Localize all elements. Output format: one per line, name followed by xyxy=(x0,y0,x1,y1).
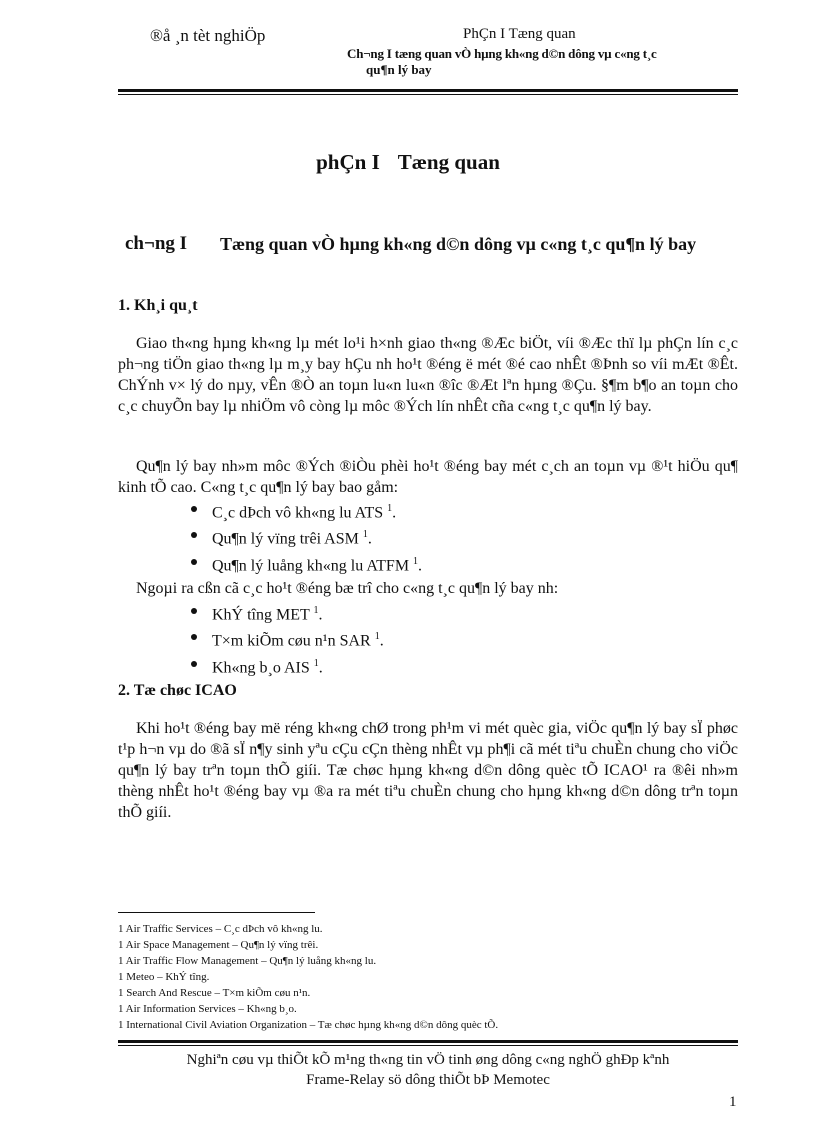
paragraph-text: Qu¶n lý bay nh»m môc ®Ých ®iÒu phèi ho¹t ®éng bay mét c¸ch an toµn vµ ®¹t hiÖu qu¶ kinh tÕ cao. C«ng t¸c qu¶n lý bay bao gåm: xyxy=(118,458,738,496)
list-item: Qu¶n lý vïng trêi ASM $^1$. xyxy=(188,524,422,550)
footer-rule-thick xyxy=(118,1040,738,1043)
bullet-icon xyxy=(191,532,197,538)
paragraph xyxy=(118,456,738,498)
header-title-right: PhÇn I Tæng quan xyxy=(463,26,576,42)
footnote-rule xyxy=(118,912,315,913)
footnote: 1 Meteo – KhÝ tîng. xyxy=(118,971,210,983)
list-item: Qu¶n lý luång kh«ng lu ATFM $^1$. xyxy=(188,551,422,577)
header-title-left: ®å ¸n tèt nghiÖp xyxy=(150,26,266,45)
bullet-icon xyxy=(191,506,197,512)
paragraph xyxy=(118,333,738,417)
footer-line1: Nghiªn cøu vµ thiÕt kÕ m¹ng th«ng tin vÖ tinh øng dông c«ng nghÖ ghÐp kªnh xyxy=(186,1052,670,1068)
part-name: Tæng quan xyxy=(397,150,500,174)
footer-rule-thin xyxy=(118,1045,738,1046)
footnote-ref: 1 xyxy=(413,555,419,567)
header-subtitle-line1: Ch¬ng I tæng quan vÒ hµng kh«ng d©n dông vµ c«ng t¸c xyxy=(347,46,657,61)
bullet-icon xyxy=(191,608,197,614)
footnote: 1 Air Traffic Flow Management – Qu¶n lý luång kh«ng lu. xyxy=(118,955,377,967)
footnote: 1 Air Traffic Services – C¸c dÞch vô kh«ng lu. xyxy=(118,923,323,935)
footnote-ref: 1 xyxy=(374,631,380,643)
paragraph-text: Khi ho¹t ®éng bay më réng kh«ng chØ trong ph¹m vi mét quèc gia, viÖc qu¶n lý bay sÏ phøc t¹p h¬n vµ do ®ã sÏ n¶y sinh yªu cÇu cÇn thèng nhÊt vµ ph¶i cã mét tiªu chuÈn chung cho viÖc qu¶n lý bay trªn toµn thÕ giíi. Tæ chøc hµng kh«ng d©n dông quèc tÕ ICAO¹ ra ®êi nh»m thèng nhÊt ho¹t ®éng bay vµ ®a ra mét tiªu chuÈn chung cho hµng kh«ng d©n dông trªn toµn thÕ giíi. xyxy=(118,720,738,821)
footnote-ref: 1 xyxy=(313,605,319,616)
list-item: Kh«ng b¸o AIS $^1$. xyxy=(188,653,384,679)
footnote-ref: 1 xyxy=(362,529,368,541)
footnote-ref: 1 xyxy=(313,657,319,669)
bullet-list-services xyxy=(188,498,422,577)
section-heading-1: 1. Kh¸i qu¸t xyxy=(118,297,198,314)
paragraph xyxy=(118,718,738,823)
bullet-icon xyxy=(191,661,197,667)
chapter-heading xyxy=(125,233,697,255)
chapter-label: ch¬ng I xyxy=(125,233,188,254)
header-rule-thick xyxy=(118,89,738,92)
list-item: C¸c dÞch vô kh«ng lu ATS $^1$. xyxy=(188,498,422,524)
footnote: 1 Search And Rescue – T×m kiÕm cøu n¹n. xyxy=(118,987,311,999)
list-item: T×m kiÕm cøu n¹n SAR $^1$. xyxy=(188,626,384,652)
bullet-list-support xyxy=(188,600,384,679)
part-title xyxy=(0,150,816,175)
footnote: 1 Air Information Services – Kh«ng b¸o. xyxy=(118,1003,297,1015)
bullet-icon xyxy=(191,634,197,640)
list-item: KhÝ tîng MET $^1$. xyxy=(188,600,384,626)
section-heading-2: 2. Tæ chøc ICAO xyxy=(118,682,237,699)
paragraph xyxy=(118,578,738,599)
footnote-ref: 1 xyxy=(387,503,393,514)
chapter-title: Tæng quan vÒ hµng kh«ng d©n dông vµ c«ng t¸c qu¶n lý bay xyxy=(220,234,697,254)
header-subtitle-line2: qu¶n lý bay xyxy=(366,62,432,77)
paragraph-text: Giao th«ng hµng kh«ng lµ mét lo¹i h×nh giao th«ng ®Æc biÖt, víi ®Æc thï lµ phÇn lín c¸c ph¬ng tiÖn giao th«ng lµ m¸y bay hÇu nh ho¹t ®éng ë mét ®é cao nhÊt ®Þnh so víi mÆt ®Êt. ChÝnh v× lý do nµy, vÊn ®Ò an toµn lu«n lu«n ®îc ®Æt lªn hµng ®Çu. §¶m b¶o an toµn cho c¸c chuyÕn bay lµ nhiÖm vô còng lµ môc ®Ých lín nhÊt cña c«ng t¸c qu¶n lý bay. xyxy=(118,335,738,415)
footnote: 1 International Civil Aviation Organization – Tæ chøc hµng kh«ng d©n dông quèc tÕ. xyxy=(118,1019,499,1031)
paragraph-text: Ngoµi ra cßn cã c¸c ho¹t ®éng bæ trî cho c«ng t¸c qu¶n lý bay nh: xyxy=(136,580,559,597)
footnote: 1 Air Space Management – Qu¶n lý vïng trêi. xyxy=(118,939,319,951)
bullet-icon xyxy=(191,559,197,565)
footnotes xyxy=(118,921,498,1033)
footer-line2: Frame-Relay sö dông thiÕt bÞ Memotec xyxy=(306,1072,550,1088)
header-rule-thin xyxy=(118,94,738,95)
page-number: 1 xyxy=(729,1094,737,1110)
part-label: phÇn I xyxy=(316,150,380,174)
